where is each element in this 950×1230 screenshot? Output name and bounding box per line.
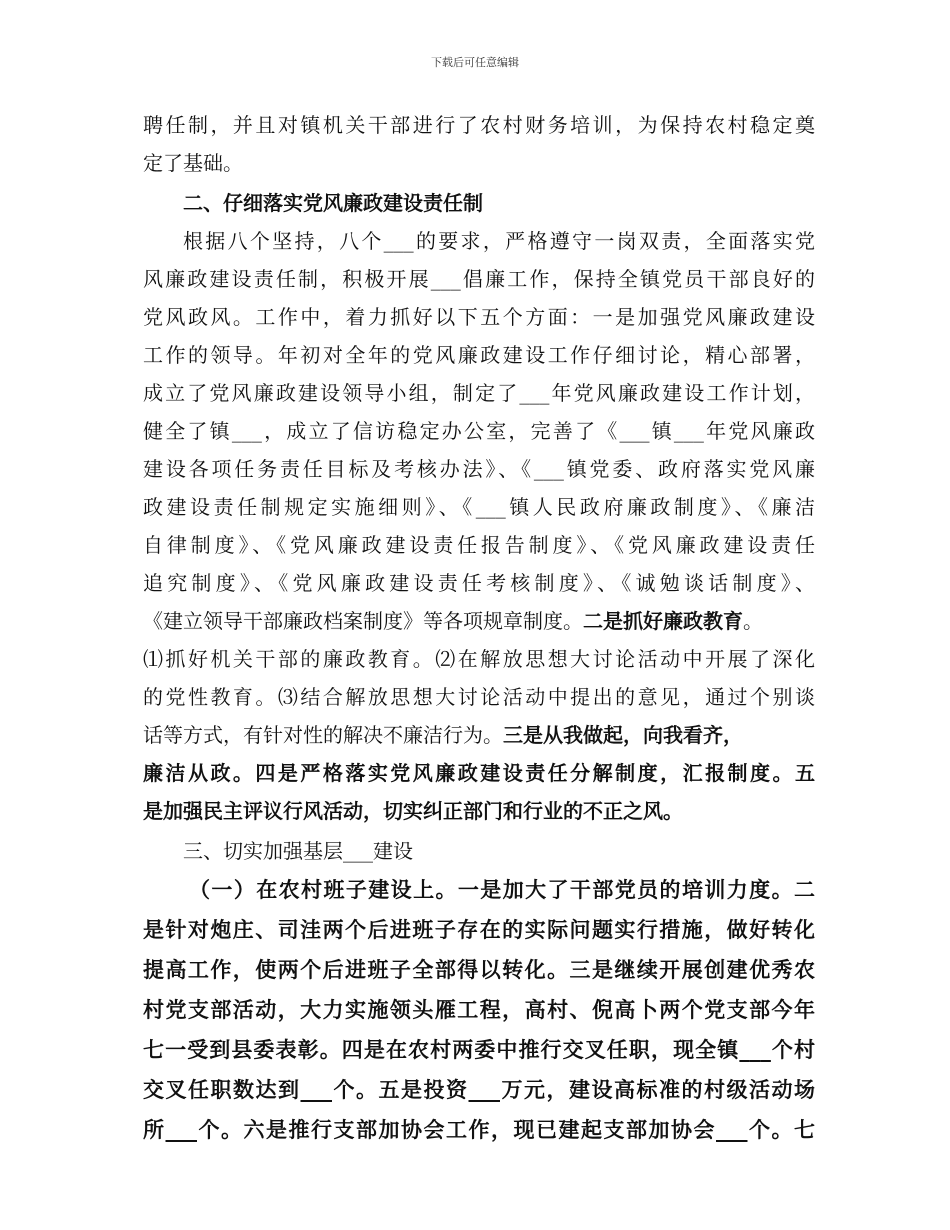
text-line: 党风政风。工作中，着力抓好以下五个方面：一是加强党风廉政建设 xyxy=(143,305,815,329)
text-line: 提高工作，使两个后进班子全部得以转化。三是继续开展创建优秀农 xyxy=(143,957,815,982)
text-line: 风廉政建设责任制，积极开展___倡廉工作，保持全镇党员干部良好的 xyxy=(143,267,815,291)
text-line: 的党性教育。⑶结合解放思想大讨论活动中提出的意见，通过个别谈 xyxy=(143,685,815,709)
text-line: 聘任制，并且对镇机关干部进行了农村财务培训，为保持农村稳定奠 xyxy=(143,113,815,137)
text-line: 是加强民主评议行风活动，切实纠正部门和行业的不正之风。 xyxy=(143,799,683,823)
bold-run: 三是从我做起，向我看齐， xyxy=(503,723,743,747)
text-line: 根据八个坚持，八个___的要求，严格遵守一岗双责，全面落实党 xyxy=(183,229,815,253)
text-line: 政建设责任制规定实施细则》、《___镇人民政府廉政制度》、《廉洁 xyxy=(143,495,815,519)
paragraph-section-2 xyxy=(143,222,815,830)
text-line: 健全了镇___，成立了信访稳定办公室，完善了《___镇___年党风廉政 xyxy=(143,419,815,443)
text-line: 成立了党风廉政建设领导小组，制定了___年党风廉政建设工作计划， xyxy=(143,381,815,405)
text-line xyxy=(143,716,815,754)
text-line: 廉洁从政。四是严格落实党风廉政建设责任分解制度，汇报制度。五 xyxy=(143,761,815,785)
text-run: 。 xyxy=(743,609,763,633)
text-line: 村党支部活动，大力实施领头雁工程，高村、倪高卜两个党支部今年 xyxy=(143,997,815,1022)
section-heading-2: 二、仔细落实党风廉政建设责任制 xyxy=(183,191,483,215)
paragraph-intro xyxy=(143,106,815,182)
text-run: 话等方式，有针对性的解决不廉洁行为。 xyxy=(143,723,503,747)
text-run: 《建立领导干部廉政档案制度》等各项规章制度。 xyxy=(143,609,583,633)
text-line: 自律制度》、《党风廉政建设责任报告制度》、《党风廉政建设责任 xyxy=(143,533,815,557)
text-line: 建设各项任务责任目标及考核办法》、《___镇党委、政府落实党风廉 xyxy=(143,457,815,481)
text-line: 所___个。六是推行支部加协会工作，现已建起支部加协会___个。七 xyxy=(143,1117,815,1142)
bold-run: 二是抓好廉政教育 xyxy=(583,609,743,633)
text-line: 工作的领导。年初对全年的党风廉政建设工作仔细讨论，精心部署， xyxy=(143,343,815,367)
text-line: 定了基础。 xyxy=(143,151,243,175)
page-header: 下载后可任意编辑 xyxy=(431,56,519,69)
section-heading-3: 三、切实加强基层___建设 xyxy=(183,839,413,863)
text-line xyxy=(143,602,815,640)
text-line: （一）在农村班子建设上。一是加大了干部党员的培训力度。二 xyxy=(189,877,815,902)
document-body xyxy=(143,106,815,1150)
text-line: 交叉任职数达到___个。五是投资___万元，建设高标准的村级活动场 xyxy=(143,1077,815,1102)
paragraph-section-3 xyxy=(143,870,815,1150)
text-line: 七一受到县委表彰。四是在农村两委中推行交叉任职，现全镇___个村 xyxy=(143,1037,815,1062)
text-line: 追究制度》、《党风廉政建设责任考核制度》、《诚勉谈话制度》、 xyxy=(143,571,815,595)
text-line: ⑴抓好机关干部的廉政教育。⑵在解放思想大讨论活动中开展了深化 xyxy=(143,647,815,671)
text-line: 是针对炮庄、司洼两个后进班子存在的实际问题实行措施，做好转化 xyxy=(143,917,815,942)
